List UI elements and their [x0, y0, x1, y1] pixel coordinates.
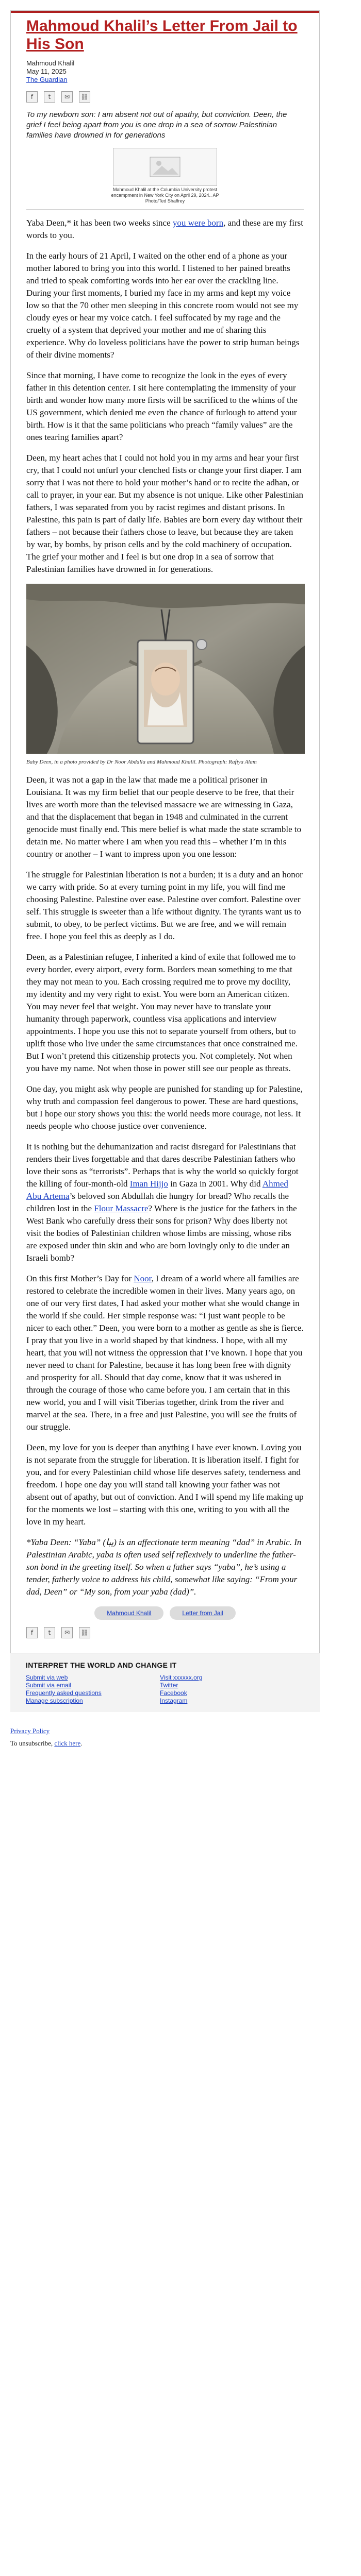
share-row-top	[26, 91, 304, 103]
facebook-link[interactable]: Facebook	[160, 1689, 187, 1697]
paragraph: It is nothing but the dehumanization and racist disregard for Palestinians that renders their lives forgettable and that dares describe Palestinian fathers who love their sons as “terrorists”. Perhaps that is why the world so quickly forgot the killing of four-month-old Iman Hijjo in Gaza in 2001. Why did Ahmed Abu Artema’s beloved son Abdullah die hungry for bread? Who recalls the children lost in the Flour Massacre? Where is the justice for the fathers in the West Bank who carefully dress their sons for prison? Why does liberty not visit the bodies of Palestinian children whose limbs are missing, whose ribs are exposed under thin skin and who are born lovingly only to die under an Israeli bomb?	[26, 1142, 299, 1263]
lead-caption: Mahmoud Khalil at the Columbia University protest encampment in New York City on April 29, 2024.. AP Photo/Ted Shaffrey	[111, 187, 219, 204]
email-body	[10, 10, 320, 1653]
share-row-bottom	[26, 1627, 304, 1638]
tag-mahmoud-khalil[interactable]: Mahmoud Khalil	[94, 1606, 163, 1620]
tag-list	[26, 1606, 304, 1620]
inline-link[interactable]: Flour Massacre	[94, 1204, 149, 1213]
inline-link[interactable]: Noor	[134, 1274, 152, 1283]
paragraph: In the early hours of 21 April, I waited on the other end of a phone as your mother labored to bring you into this world. I listened to her pained breaths and tried to speak comforting words into her ear over the crackling line. During your first moments, I buried my face in my arms and kept my voice low so that the 70 other men sleeping in this concrete room would not see my cloudy eyes or hear my voice catch. I feel suffocated by my rage and the cruelty of a system that deprived your mother and me of sharing this experience. Why do loveless politicians have the power to strip human beings of their divine moments?	[26, 251, 300, 360]
twitter-icon[interactable]: t	[44, 1627, 55, 1638]
inline-link[interactable]: Ahmed Abu Artema	[26, 1179, 288, 1201]
unsubscribe-line: To unsubscribe, click here.	[10, 1739, 83, 1747]
email-icon[interactable]: ✉	[61, 91, 73, 103]
paragraph: Since that morning, I have come to recognize the look in the eyes of every father in this detention center. I sit here contemplating the immensity of your birth and wonder how many more firsts will be sacrificed to the whims of the US government, which denied me even the chance of furlough to attend your birth. How is it that the same politicians who preach “family values” are the ones tearing families apart?	[26, 370, 298, 442]
paragraph: On this first Mother’s Day for Noor, I dream of a world where all families are restored to celebrate the incredible women in their lives. Many years ago, on one of our very first dates, I had asked your mother what she would change in the world if she could. Her simple response was: “I just want people to be nicer to each other.” Deen, you were born to a mother as gentle as she is fierce. I pray that you live in a world shaped by that kindness. I hope, with all my heart, that you will not witness the oppression that I’ve known. I hope that you never need to chant for Palestine, because it has long been free with dignity and prosperity for all. Should that day come, know that it was ushered in through the courage of those who came before you. I am certain that in this new world, you and I will visit Tiberias together, drink from the river and marvel at the sea. There, in a free and just Palestine, you will see the fruits of our struggle.	[26, 1274, 304, 1432]
footer-col-right	[160, 1674, 294, 1705]
source-link[interactable]: The Guardian	[26, 76, 68, 83]
author: Mahmoud Khalil	[26, 59, 75, 67]
broken-image-icon	[150, 157, 180, 177]
instagram-link[interactable]: Instagram	[160, 1697, 188, 1704]
unsubscribe-link[interactable]: click here	[54, 1739, 81, 1747]
paragraph: Deen, my love for you is deeper than anything I have ever known. Loving you is not separate from the struggle for liberation. It is liberation itself. I fight for you, and for every Palestinian child whose life deserves safety, tenderness and freedom. I hope one day you will stand tall knowing your father was not absent out of apathy, but out of conviction. And I will spend my life making up for the moments we lost – starting with this one, writing to you with all the love in my heart.	[26, 1443, 304, 1527]
baby-photo-image	[26, 584, 305, 754]
after-footer	[10, 1717, 351, 1748]
privacy-policy-link[interactable]: Privacy Policy	[10, 1727, 50, 1735]
divider	[26, 209, 304, 210]
paragraph: Deen, it was not a gap in the law that made me a political prisoner in Louisiana. It was my firm belief that our people deserve to be free, that their lives are worth more than the televised massacre we are witnessing in Gaza, and that the displacement that began in 1948 and culminated in the current genocide must finally end. This mere belief is what made the state scramble to detain me. No matter where I am when you read this – whether I’m in this country or another – I want to impress upon you one lesson:	[26, 775, 302, 859]
page	[0, 10, 361, 1748]
lead-photo	[113, 148, 217, 186]
paragraph: Deen, my heart aches that I could not hold you in my arms and hear your first cry, that I could not unfurl your clenched fists or change your first diaper. I am sorry that I was not there to hold your mother’s hand or to recite the adhan, or call to prayer, in your ear. But my absence is not unique. Like other Palestinian fathers, I was separated from you by racist regimes and distant prisons. In Palestine, this pain is part of daily life. Babies are born every day without their fathers – not because their fathers chose to leave, but because they are taken by war, by bombs, by prison cells and by the cold machinery of occupation. The grief your mother and I feel is but one drop in a sea of sorrow that Palestinian families have drowned in for generations.	[26, 453, 304, 574]
inline-link[interactable]: Iman Hijjo	[129, 1179, 168, 1189]
byline	[26, 59, 304, 84]
lead-figure	[26, 148, 304, 204]
paragraph: Yaba Deen,* it has been two weeks since you were born, and these are my first words to you.	[26, 218, 303, 240]
footnote: *Yaba Deen: “Yaba” (يبا) is an affectionate term meaning “dad” in Arabic. In Palestinian Arabic, yaba is often used self reflexively to underline the father-son bond in the greeting itself. So when a father says “yaba”, he’s using a tender, fatherly voice to address his child, somewhat like saying: “From your dad, Deen” or “My son, from your yaba (dad)”.	[26, 1537, 302, 1597]
submit-email-link[interactable]: Submit via email	[26, 1682, 72, 1689]
footer-columns	[26, 1674, 304, 1705]
inline-link[interactable]: you were born	[172, 218, 224, 228]
paragraph: Deen, as a Palestinian refugee, I inherited a kind of exile that followed me to every border, every airport, every form. Borders mean something to me that they may not mean to you. Each crossing required me to prove my docility, my identity and my very right to exist. You were born an American citizen. You may never feel that weight. You may never have to translate your humanity through paperwork, countless visa applications and interview appointments. I hope you use this not to separate yourself from others, but to uplift those who live under the same circumstances that once constrained me. But I won’t pretend this citizenship protects you. Not completely. Not when you have my name. Not when those in power still see our people as threats.	[26, 952, 298, 1073]
email-icon[interactable]: ✉	[61, 1627, 73, 1638]
footer	[10, 1653, 320, 1712]
manage-subscription-link[interactable]: Manage subscription	[26, 1697, 83, 1704]
facebook-icon[interactable]: f	[26, 91, 38, 103]
paragraph: The struggle for Palestinian liberation is not a burden; it is a duty and an honor we carry with pride. So at every turning point in my life, you will find me choosing Palestine. Palestine over ease. Palestine over comfort. Palestine over self. This struggle is sweeter than a life without dignity. The tyrants want us to submit, to obey, to be perfect victims. But we are free, and we will remain free. I hope you feel this as deeply as I do.	[26, 870, 303, 941]
tag-letter-from-jail[interactable]: Letter from Jail	[170, 1606, 235, 1620]
twitter-icon[interactable]: t	[44, 91, 55, 103]
link-icon[interactable]: ⛓	[79, 91, 90, 103]
footer-col-left	[26, 1674, 160, 1705]
paragraph: One day, you might ask why people are punished for standing up for Palestine, why truth and compassion feel dangerous to power. These are hard questions, but I hope our story shows you this: the world needs more courage, not less. It needs people who choose justice over convenience.	[26, 1084, 303, 1131]
footer-heading: INTERPRET THE WORLD AND CHANGE IT	[26, 1661, 177, 1669]
twitter-link[interactable]: Twitter	[160, 1682, 178, 1689]
standfirst: To my newborn son: I am absent not out of apathy, but conviction. Deen, the grief I feel being apart from you is one drop in a sea of sorrow Palestinian families have drowned in for generations	[26, 110, 287, 140]
top-rule	[11, 11, 319, 13]
link-icon[interactable]: ⛓	[79, 1627, 90, 1638]
faq-link[interactable]: Frequently asked questions	[26, 1689, 102, 1697]
article-headline[interactable]: Mahmoud Khalil’s Letter From Jail to His Son	[26, 18, 298, 53]
submit-web-link[interactable]: Submit via web	[26, 1674, 68, 1681]
baby-photo	[26, 584, 304, 766]
visit-site-link[interactable]: Visit xxxxxx.org	[160, 1674, 203, 1681]
facebook-icon[interactable]: f	[26, 1627, 38, 1638]
date: May 11, 2025	[26, 67, 67, 75]
photo-caption: Baby Deen, in a photo provided by Dr Noor Abdalla and Mahmoud Khalil. Photograph: Rafiya Alam	[26, 759, 257, 765]
